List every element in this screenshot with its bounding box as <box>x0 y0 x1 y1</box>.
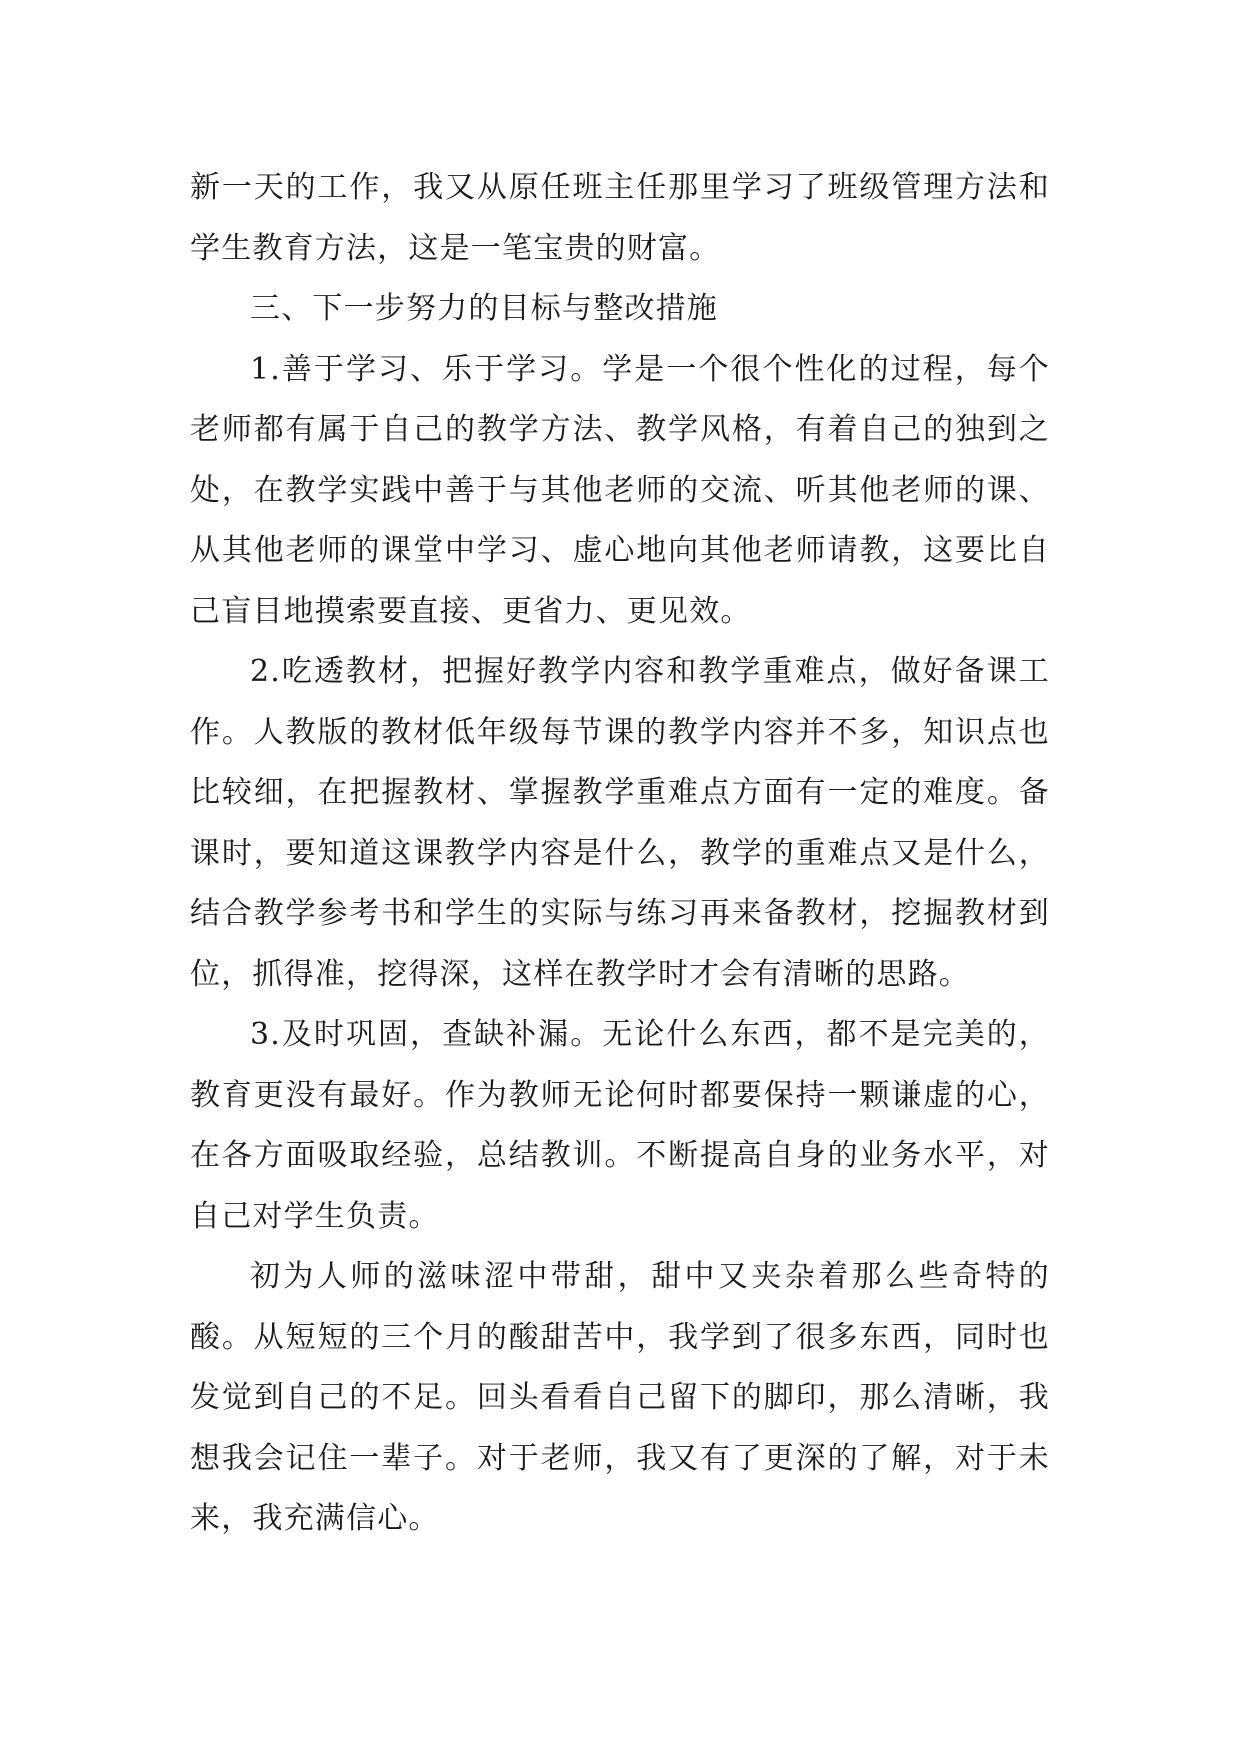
paragraph-item-2: 2.吃透教材，把握好教学内容和教学重难点，做好备课工作。人教版的教材低年级每节课的教学内容并不多，知识点也比较细，在把握教材、掌握教学重难点方面有一定的难度。备课时，要知道这课教学内容是什么，教学的重难点又是什么，结合教学参考书和学生的实际与练习再来备教材，挖掘教材到位，抓得准，挖得深，这样在教学时才会有清晰的思路。 <box>190 654 1050 992</box>
paragraph-continuation: 新一天的工作，我又从原任班主任那里学习了班级管理方法和学生教育方法，这是一笔宝贵的财富。 <box>190 170 1050 266</box>
document-body <box>190 158 1050 1550</box>
paragraph-item-3: 3.及时巩固，查缺补漏。无论什么东西，都不是完美的，教育更没有最好。作为教师无论何时都要保持一颗谦虚的心，在各方面吸取经验，总结教训。不断提高自身的业务水平，对自己对学生负责。 <box>190 1017 1050 1234</box>
paragraph-conclusion: 初为人师的滋味涩中带甜，甜中又夹杂着那么些奇特的酸。从短短的三个月的酸甜苦中，我学到了很多东西，同时也发觉到自己的不足。回头看看自己留下的脚印，那么清晰，我想我会记住一辈子。对于老师，我又有了更深的了解，对于未来，我充满信心。 <box>190 1259 1050 1536</box>
section-heading: 三、下一步努力的目标与整改措施 <box>250 291 718 326</box>
paragraph-item-1: 1.善于学习、乐于学习。学是一个很个性化的过程，每个老师都有属于自己的教学方法、教学风格，有着自己的独到之处，在教学实践中善于与其他老师的交流、听其他老师的课、从其他老师的课堂中学习、虚心地向其他老师请教，这要比自己盲目地摸索要直接、更省力、更见效。 <box>190 351 1050 629</box>
